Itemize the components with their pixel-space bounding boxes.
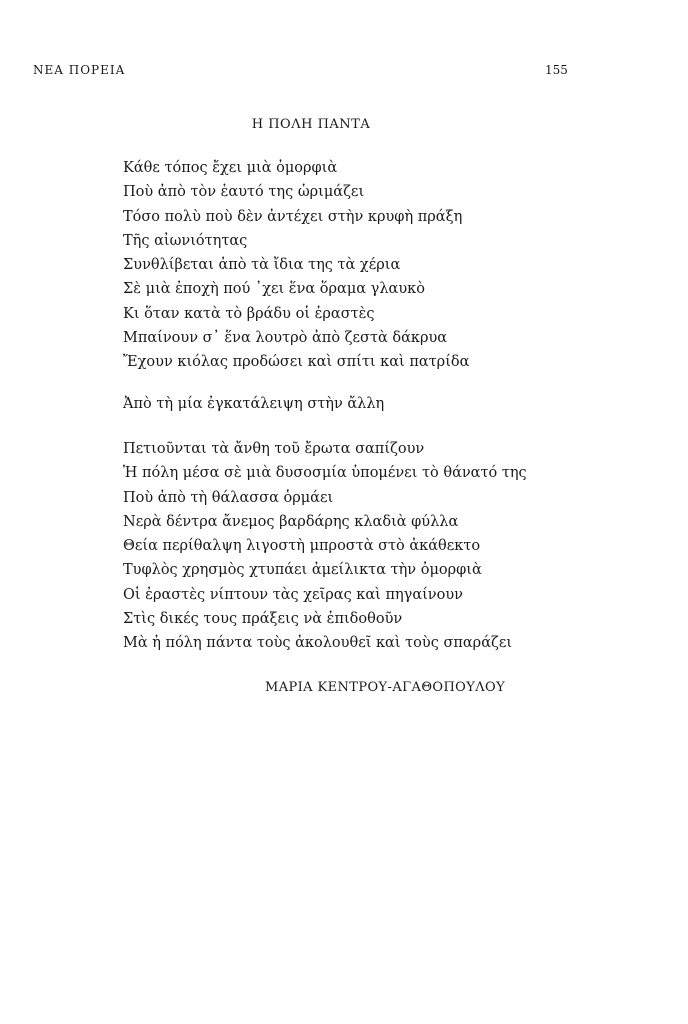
- poem-title: Η ΠΟΛΗ ΠΑΝΤΑ: [251, 117, 371, 132]
- poem-line: Κι ὅταν κατὰ τὸ βράδυ οἱ ἐραστὲς: [123, 305, 375, 322]
- poem-line: Ἡ πόλη μέσα σὲ μιὰ δυσοσμία ὑπομένει τὸ θάνατό της: [123, 465, 527, 482]
- poem-line: Μπαίνουν σ᾽ ἕνα λουτρὸ ἀπὸ ζεστὰ δάκρυα: [123, 330, 448, 347]
- poem-author: ΜΑΡΙΑ ΚΕΝΤΡΟΥ-ΑΓΑΘΟΠΟΥΛΟΥ: [265, 680, 506, 695]
- poem-line: Οἱ ἐραστὲς νίπτουν τὰς χεῖρας καὶ πηγαίνουν: [123, 586, 463, 603]
- poem-line: Πετιοῦνται τὰ ἄνθη τοῦ ἔρωτα σαπίζουν: [123, 441, 425, 457]
- poem-line: Κάθε τόπος ἔχει μιὰ ὀμορφιὰ: [123, 160, 338, 176]
- page-number: 155: [545, 63, 568, 77]
- poem-line: Τῆς αἰωνιότητας: [123, 232, 248, 249]
- stanza-2: [123, 392, 384, 416]
- stanza-1: [123, 156, 469, 375]
- poem-line: Θεία περίθαλψη λιγοστὴ μπροστὰ στὸ ἀκάθεκτο: [123, 538, 481, 555]
- poem-line: Ποὺ ἀπὸ τὸν ἑαυτό της ὡριμάζει: [123, 184, 365, 201]
- stanza-3: [123, 437, 527, 656]
- poem-line: Ποὺ ἀπὸ τὴ θάλασσα ὁρμάει: [123, 489, 334, 506]
- poem-line: Σὲ μιὰ ἐποχὴ πού ᾽χει ἕνα ὅραμα γλαυκὸ: [123, 281, 425, 298]
- poem-line: Τυφλὸς χρησμὸς χτυπάει ἀμείλικτα τὴν ὀμορφιὰ: [123, 562, 482, 579]
- poem-line: Νερὰ δέντρα ἄνεμος βαρδάρης κλαδιὰ φύλλα: [123, 513, 459, 530]
- poem-line: Ἀπὸ τὴ μία ἐγκατάλειψη στὴν ἄλλη: [123, 396, 385, 412]
- poem-line: Στὶς δικές τους πράξεις νὰ ἐπιδοθοῦν: [123, 611, 403, 628]
- running-head: ΝΕΑ ΠΟΡΕΙΑ: [33, 63, 126, 77]
- poem-line: Συνθλίβεται ἀπὸ τὰ ἴδια της τὰ χέρια: [123, 257, 401, 274]
- poem-line: Ἔχουν κιόλας προδώσει καὶ σπίτι καὶ πατρίδα: [123, 354, 470, 371]
- poem-line: Μὰ ἡ πόλη πάντα τοὺς ἀκολουθεῖ καὶ τοὺς σπαράζει: [123, 635, 513, 652]
- poem-line: Τόσο πολὺ ποὺ δὲν ἀντέχει στὴν κρυφὴ πράξη: [123, 208, 463, 225]
